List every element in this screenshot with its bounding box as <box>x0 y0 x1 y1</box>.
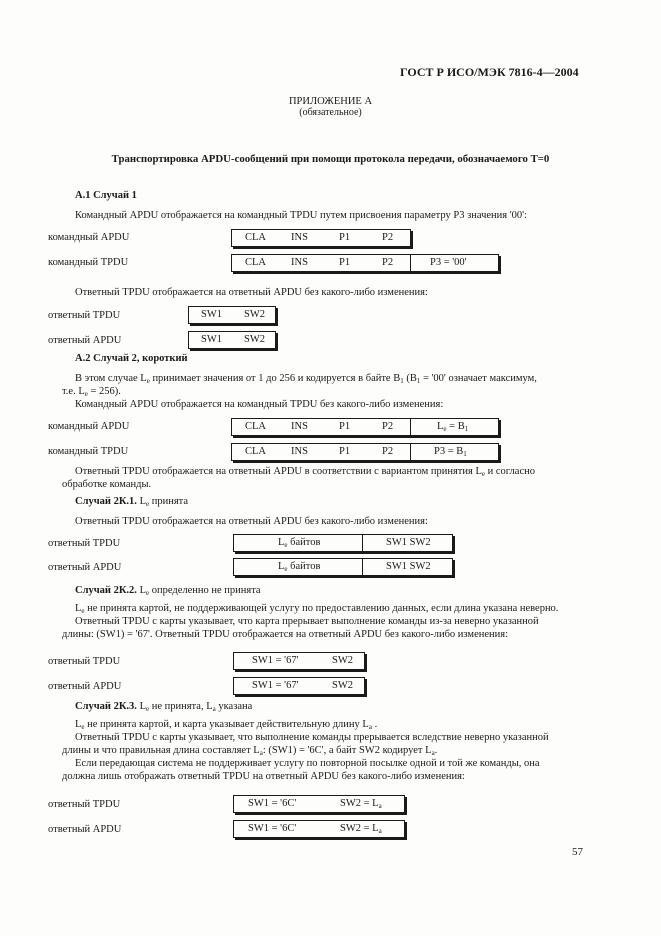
sw2-cell: SW2 <box>332 655 353 666</box>
p3-cell: $P3 = B_1$ <box>434 446 467 458</box>
paragraph: Ответный TPDU отображается на ответный APDU в соответствии с вариантом принятия $L_e$ и согласно <box>75 466 535 478</box>
le-cell: $L_e = B_1$ <box>437 421 469 433</box>
paragraph: В этом случае $L_e$ принимает значения от 1 до 256 и кодируется в байте $B_1$ ($B_1$ = '00' означает максимум, <box>75 373 537 385</box>
row-label: ответный APDU <box>48 681 122 692</box>
row-label: ответный APDU <box>48 824 122 835</box>
response-apdu-box <box>233 820 405 838</box>
p3-cell: P3 = '00' <box>430 257 467 268</box>
sw-cell: SW1 SW2 <box>386 537 431 548</box>
paragraph: длины и что правильная длина составляет $L_a$: (SW1) = '6C', а байт SW2 кодирует $L_a$. <box>62 745 438 757</box>
response-tpdu-box <box>233 534 453 552</box>
row-label: ответный APDU <box>48 562 122 573</box>
response-tpdu-box <box>233 795 405 813</box>
cla-cell: CLA <box>245 421 266 432</box>
le-bytes-cell: $L_e$ байтов <box>278 537 321 549</box>
main-title: Транспортировка APDU-сообщений при помощи протокола передачи, обозначаемого Т=0 <box>111 153 550 165</box>
case-2k2-heading: Случай 2К.2. $L_e$ определенно не принята <box>75 585 261 597</box>
apdu-command-box <box>231 418 499 436</box>
cell-divider <box>362 535 363 551</box>
page-number: 57 <box>572 846 583 858</box>
ins-cell: INS <box>291 446 308 457</box>
sw2-cell: $SW2 = L_a$ <box>340 798 382 810</box>
paragraph: Ответный TPDU отображается на ответный APDU без какого-либо изменения: <box>75 516 428 527</box>
annex-title: ПРИЛОЖЕНИЕ А <box>288 96 373 107</box>
cla-cell: CLA <box>245 446 266 457</box>
row-label: ответный APDU <box>48 335 122 346</box>
response-apdu-box <box>188 331 276 349</box>
p1-cell: P1 <box>339 232 351 243</box>
sw2-cell: SW2 <box>244 334 265 345</box>
sw-cell: SW1 SW2 <box>386 561 431 572</box>
cell-divider <box>410 444 411 460</box>
row-label: командный TPDU <box>48 446 129 457</box>
response-tpdu-box <box>233 652 365 670</box>
sw1-cell: SW1 = '67' <box>252 680 299 691</box>
response-tpdu-box <box>188 306 276 324</box>
document-header: ГОСТ Р ИСО/МЭК 7816-4—2004 <box>400 65 579 79</box>
p2-cell: P2 <box>382 446 394 457</box>
paragraph: т.е. $L_e = 256$). <box>62 386 121 398</box>
tpdu-command-box <box>231 254 499 272</box>
paragraph: обработке команды. <box>62 479 152 490</box>
ins-cell: INS <box>291 421 308 432</box>
paragraph: Ответный TPDU с карты указывает, что выполнение команды прерывается вследствие неверно указанной <box>75 732 549 743</box>
row-label: командный TPDU <box>48 257 129 268</box>
paragraph: длины: (SW1) = '67'. Ответный TPDU отображается на ответный APDU без какого-либо изменения: <box>62 629 508 640</box>
response-apdu-box <box>233 677 365 695</box>
row-label: ответный TPDU <box>48 799 121 810</box>
sw1-cell: SW1 <box>201 309 222 320</box>
paragraph: Ответный TPDU отображается на ответный APDU без какого-либо изменения: <box>75 287 428 298</box>
ins-cell: INS <box>291 232 308 243</box>
cell-divider <box>410 419 411 435</box>
le-bytes-cell: $L_e$ байтов <box>278 561 321 573</box>
cla-cell: CLA <box>245 232 266 243</box>
sw1-cell: SW1 = '6C' <box>248 798 297 809</box>
paragraph: Командный APDU отображается на командный TPDU без какого-либо изменения: <box>75 399 444 410</box>
p2-cell: P2 <box>382 257 394 268</box>
section-a2-heading: А.2 Случай 2, короткий <box>75 353 188 364</box>
row-label: командный APDU <box>48 421 130 432</box>
row-label: ответный TPDU <box>48 656 121 667</box>
cla-cell: CLA <box>245 257 266 268</box>
ins-cell: INS <box>291 257 308 268</box>
paragraph: Командный APDU отображается на командный TPDU путем присвоения параметру Р3 значения '00': <box>75 210 527 221</box>
p1-cell: P1 <box>339 421 351 432</box>
sw2-cell: SW2 <box>332 680 353 691</box>
paragraph: должна лишь отображать ответный TPDU на ответный APDU без какого-либо изменения: <box>62 771 465 782</box>
cell-divider <box>410 255 411 271</box>
paragraph: Ответный TPDU с карты указывает, что карта прерывает выполнение команды из-за неверно указанной <box>75 616 539 627</box>
row-label: командный APDU <box>48 232 130 243</box>
paragraph: Если передающая система не поддерживает услугу по повторной посылке одной и той же команды, она <box>75 758 540 769</box>
sw1-cell: SW1 = '6C' <box>248 823 297 834</box>
section-a1-heading: А.1 Случай 1 <box>75 190 137 201</box>
sw2-cell: $SW2 = L_a$ <box>340 823 382 835</box>
annex-subtitle: (обязательное) <box>299 107 362 118</box>
cell-divider <box>362 559 363 575</box>
sw1-cell: SW1 <box>201 334 222 345</box>
paragraph: $L_e$ не принята картой, не поддерживающей услугу по предоставлению данных, если длина указана неверно. <box>75 603 559 615</box>
p2-cell: P2 <box>382 232 394 243</box>
row-label: ответный TPDU <box>48 538 121 549</box>
sw2-cell: SW2 <box>244 309 265 320</box>
p1-cell: P1 <box>339 257 351 268</box>
paragraph: $L_e$ не принята картой, и карта указывает действительную длину $L_a$ . <box>75 719 378 731</box>
tpdu-command-box <box>231 443 499 461</box>
p1-cell: P1 <box>339 446 351 457</box>
apdu-command-box <box>231 229 411 247</box>
p2-cell: P2 <box>382 421 394 432</box>
row-label: ответный TPDU <box>48 310 121 321</box>
case-2k1-heading: Случай 2К.1. $L_e$ принята <box>75 496 189 508</box>
sw1-cell: SW1 = '67' <box>252 655 299 666</box>
case-2k3-heading: Случай 2К.3. $L_e$ не принята, $L_a$ указана <box>75 701 253 713</box>
response-apdu-box <box>233 558 453 576</box>
